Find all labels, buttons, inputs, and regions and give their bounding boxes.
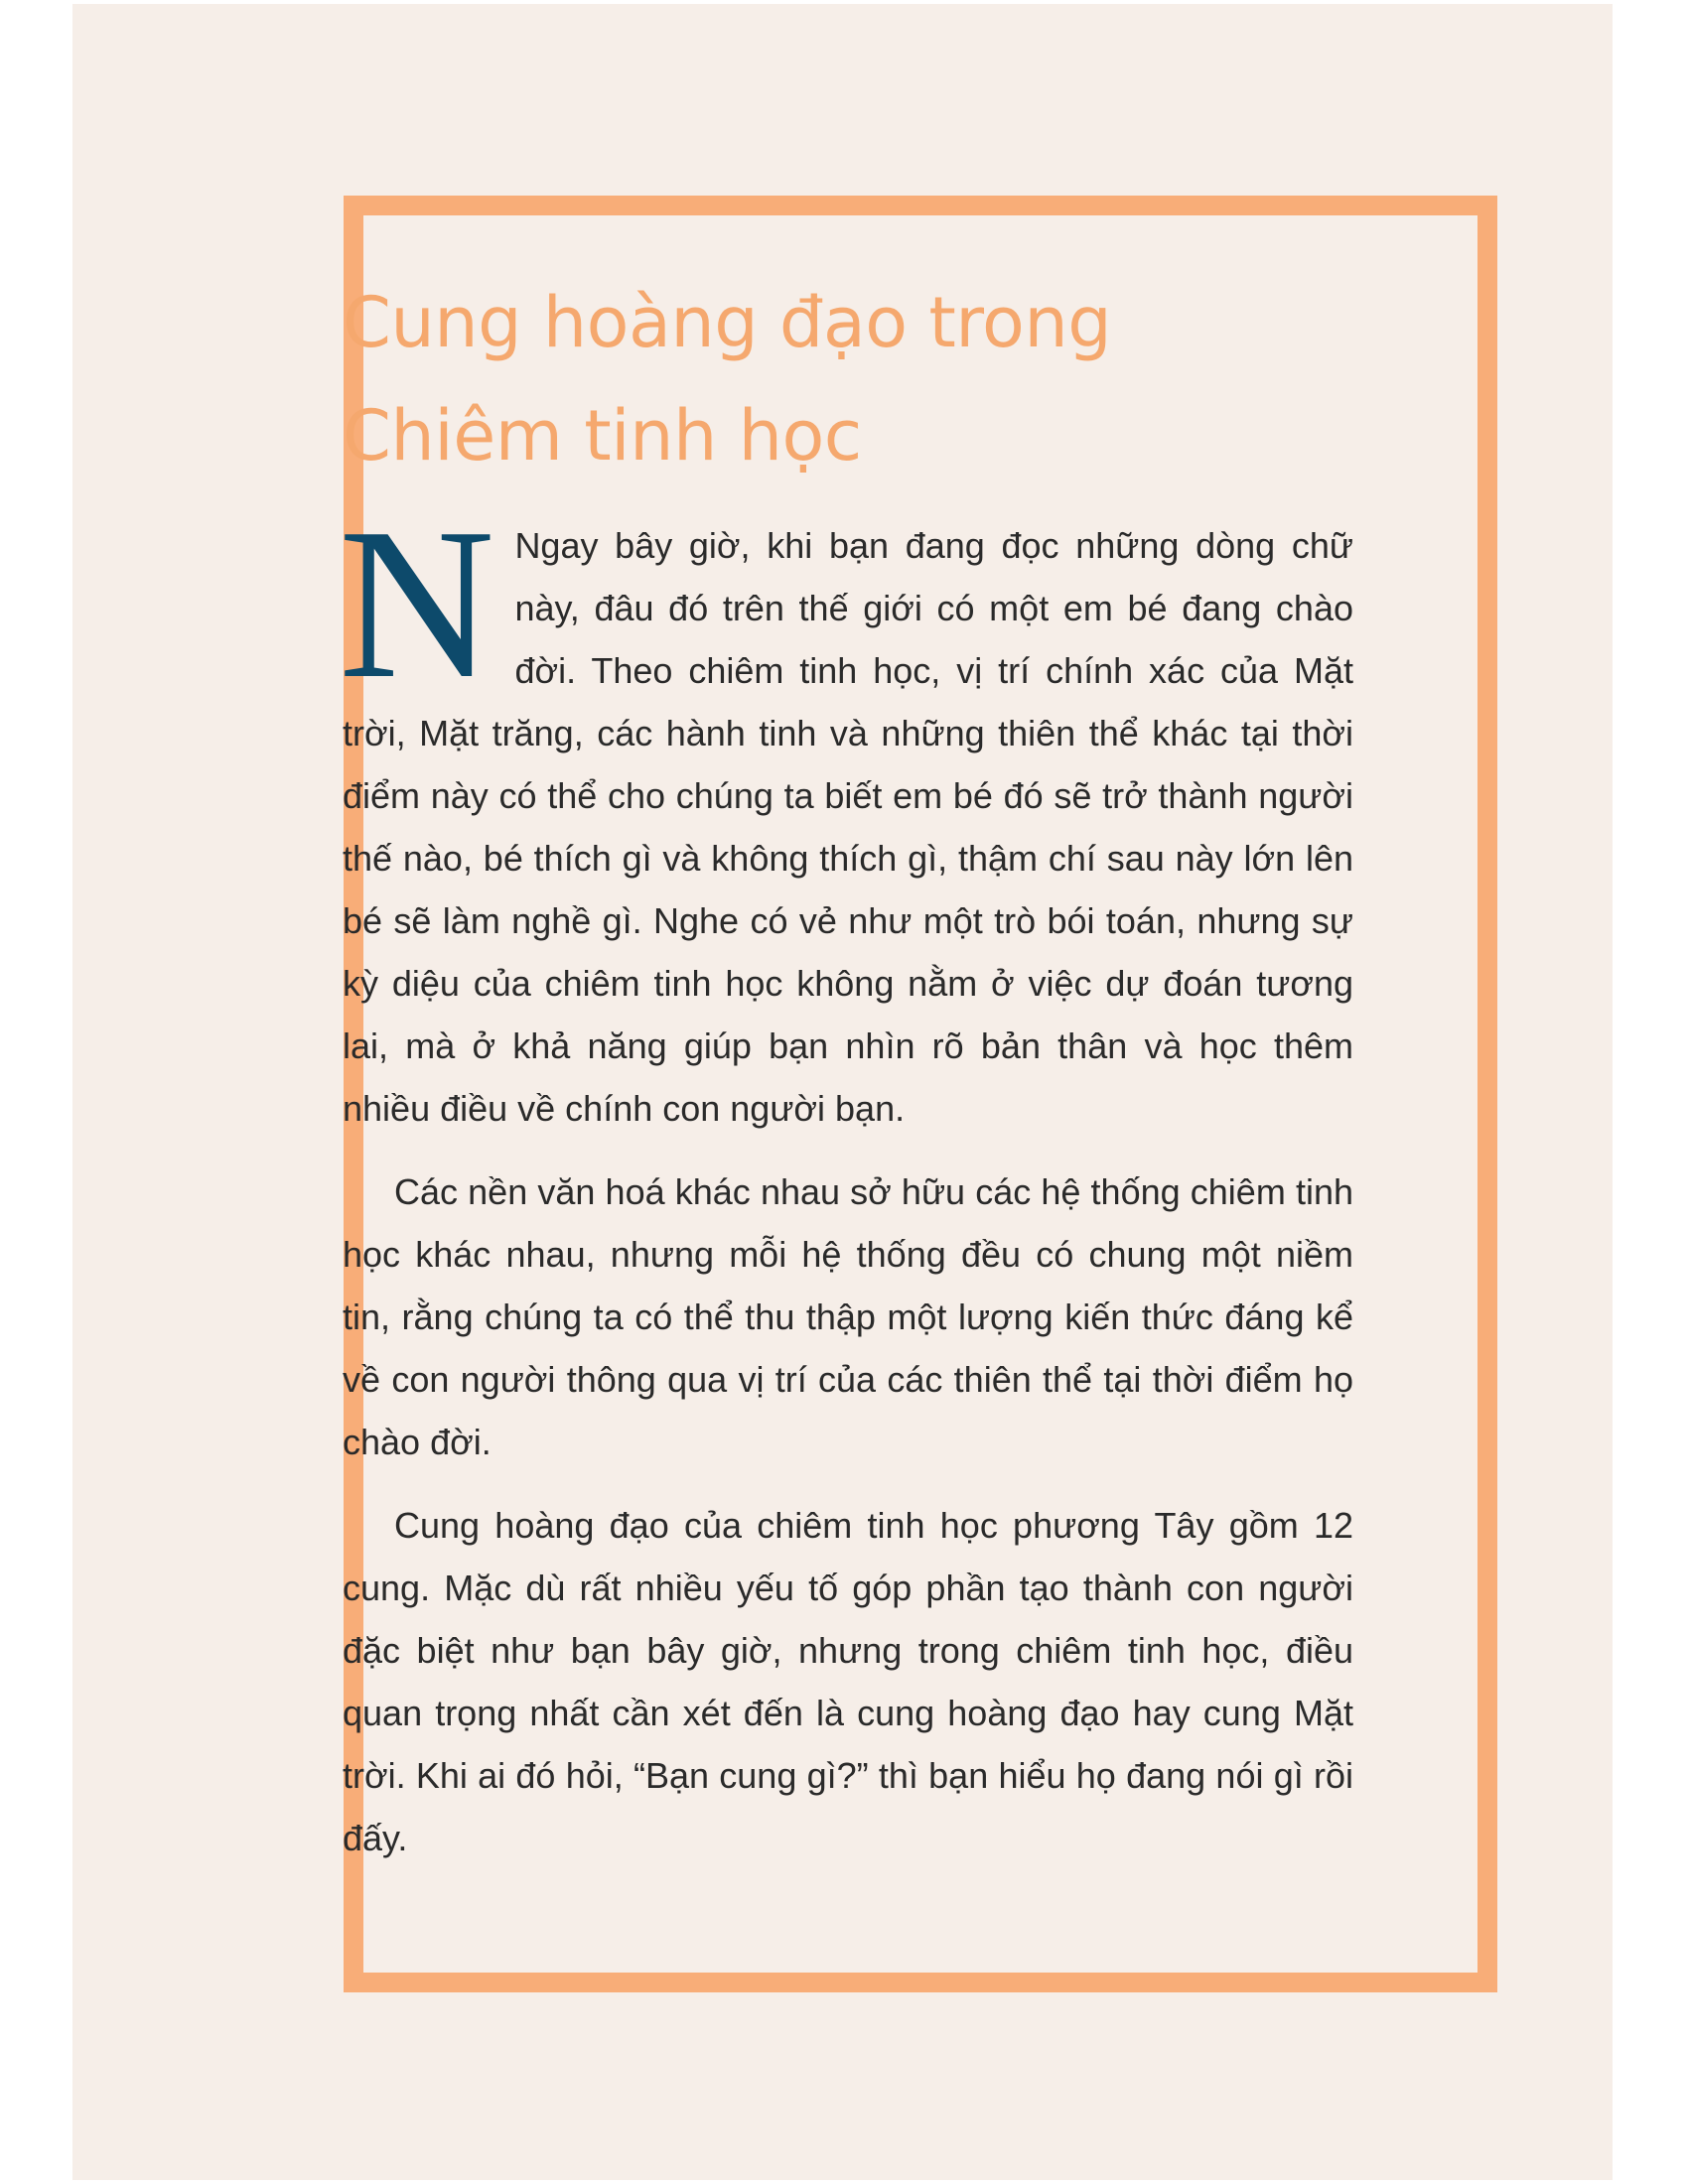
article-body — [339, 484, 1353, 1869]
title-line-2: Chiêm tinh học — [343, 395, 862, 477]
page-title — [343, 266, 1353, 492]
paragraph-3: Cung hoàng đạo của chiêm tinh học phương Tây gồm 12 cung. Mặc dù rất nhiều yếu tố góp phần tạo thành con người đặc biệt như bạn bây giờ, nhưng trong chiêm tinh học, điều quan trọng nhất cần xét đến là cung hoàng đạo hay cung Mặt trời. Khi ai đó hỏi, “Bạn cung gì?” thì bạn hiểu họ đang nói gì rồi đấy. — [343, 1505, 1353, 1858]
paragraph-1-text: Ngay bây giờ, khi bạn đang đọc những dòng chữ này, đâu đó trên thế giới có một em bé đang chào đời. Theo chiêm tinh học, vị trí chính xác của Mặt trời, Mặt trăng, các hành tinh và những thiên thể khác tại thời điểm này có thể cho chúng ta biết em bé đó sẽ trở thành người thế nào, bé thích gì và không thích gì, thậm chí sau này lớn lên bé sẽ làm nghề gì. Nghe có vẻ như một trò bói toán, nhưng sự kỳ diệu của chiêm tinh học không nằm ở việc dự đoán tương lai, mà ở khả năng giúp bạn nhìn rõ bản thân và học thêm nhiều điều về chính con người bạn. — [343, 525, 1353, 1129]
paragraph-1 — [339, 484, 1353, 1140]
drop-cap: N — [339, 484, 495, 724]
title-line-1: Cung hoàng đạo trong — [343, 282, 1112, 363]
paragraph-2: Các nền văn hoá khác nhau sở hữu các hệ thống chiêm tinh học khác nhau, nhưng mỗi hệ thống đều có chung một niềm tin, rằng chúng ta có thể thu thập một lượng kiến thức đáng kể về con người thông qua vị trí của các thiên thể tại thời điểm họ chào đời. — [343, 1171, 1353, 1462]
page-content — [339, 266, 1353, 1890]
